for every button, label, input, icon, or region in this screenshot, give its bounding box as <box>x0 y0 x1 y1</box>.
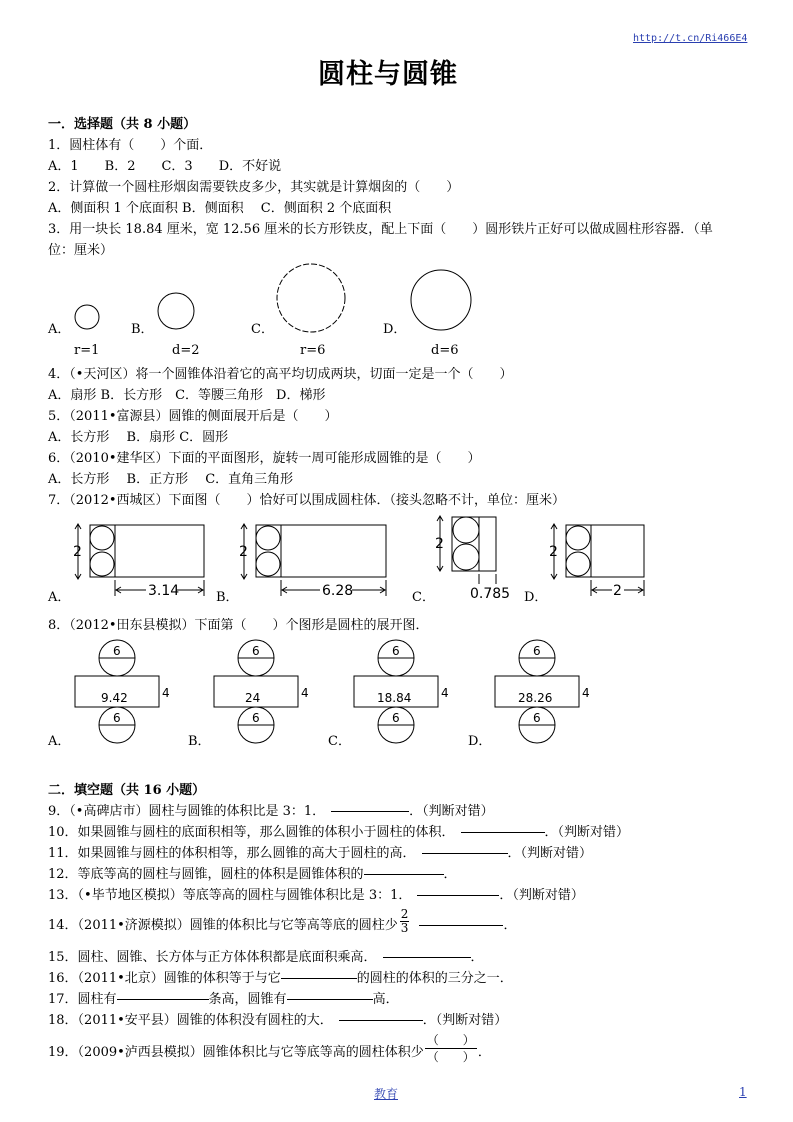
q3-option-d-label: D． <box>383 322 407 337</box>
header-url-link[interactable]: http://t.cn/Ri466E4 <box>633 33 748 44</box>
section-heading-fill: 二．填空题（共 16 小题） <box>48 783 206 798</box>
q7-b-height: 2 <box>239 544 248 560</box>
q11-text: 11．如果圆锥与圆柱的体积相等，那么圆锥的高大于圆柱的高． <box>48 846 416 861</box>
fill-question-19 <box>48 1033 491 1069</box>
q17-text: 17．圆柱有 <box>48 992 117 1007</box>
fill-question-16 <box>48 967 513 986</box>
footer-page-number[interactable]: 1 <box>739 1085 747 1099</box>
q12-suffix: ． <box>443 867 457 882</box>
fill-question-10 <box>48 821 629 840</box>
question-2: 2．计算做一个圆柱形烟囱需要铁皮多少，其实就是计算烟囱的（ ） <box>48 180 460 195</box>
q7-d-width: 2 <box>613 583 622 599</box>
question-7: 7．（2012•西城区）下面图（ ）恰好可以围成圆柱体．（接头忽略不计，单位：厘米） <box>48 493 566 508</box>
q17-mid: 条高，圆锥有 <box>208 992 287 1007</box>
q3-option-d-caption: d=6 <box>431 343 459 358</box>
q9-suffix: ．（判断对错） <box>409 804 494 819</box>
question-2-options: A．侧面积 1 个底面积 B．侧面积 C．侧面积 2 个底面积 <box>48 201 392 216</box>
q10-text: 10．如果圆锥与圆柱的底面积相等，那么圆锥的体积小于圆柱的体积． <box>48 825 455 840</box>
q3-option-d-circle <box>408 267 474 333</box>
q3-option-c-label: C． <box>251 322 274 337</box>
q9-blank[interactable] <box>331 811 409 812</box>
q19-fraction[interactable] <box>425 1032 477 1065</box>
q8-a-height: 4 <box>162 686 170 700</box>
q7-option-b-figure <box>236 520 392 604</box>
q17-suffix: 高． <box>372 992 399 1007</box>
question-4: 4．（•天河区）将一个圆锥体沿着它的高平均切成两块，切面一定是一个（ ） <box>48 367 513 382</box>
q8-a-top-d: 6 <box>113 644 121 658</box>
q19-text: 19．（2009•泸西县模拟）圆锥体积比与它等底等高的圆柱体积少 <box>48 1045 424 1060</box>
footer-center-link[interactable]: 教育 <box>374 1087 399 1101</box>
q8-a-bottom-d: 6 <box>113 711 121 725</box>
q13-suffix: ．（判断对错） <box>499 888 584 903</box>
question-1-options: A．1 B．2 C．3 D．不好说 <box>48 159 282 174</box>
q8-c-bottom-d: 6 <box>392 711 400 725</box>
q7-a-width: 3.14 <box>148 583 180 599</box>
q8-b-bottom-d: 6 <box>252 711 260 725</box>
q8-b-top-d: 6 <box>252 644 260 658</box>
q17-blank-2[interactable] <box>287 999 373 1000</box>
q13-text: 13．（•毕节地区模拟）等底等高的圆柱与圆锥体积比是 3：1． <box>48 888 412 903</box>
q8-b-height: 4 <box>301 686 309 700</box>
q3-option-a-label: A． <box>48 322 71 337</box>
q7-c-width: 0.785 <box>470 586 510 602</box>
q7-b-width: 6.28 <box>322 583 354 599</box>
q14-blank[interactable] <box>419 925 503 926</box>
fill-question-12 <box>48 863 457 882</box>
q7-option-b-label: B． <box>216 590 239 605</box>
q8-option-d-label: D． <box>468 734 492 749</box>
question-8: 8．（2012•田东县模拟）下面第（ ）个图形是圆柱的展开图． <box>48 618 429 633</box>
q12-text: 12．等底等高的圆柱与圆锥，圆柱的体积是圆锥体积的 <box>48 867 364 882</box>
q18-suffix: ．（判断对错） <box>422 1013 508 1028</box>
q15-suffix: ． <box>470 950 484 965</box>
q8-option-a-figure <box>70 638 180 746</box>
q19-frac-num: （ ） <box>426 1033 475 1047</box>
fill-question-13 <box>48 884 584 903</box>
q15-text: 15．圆柱、圆锥、长方体与正方体体积都是底面积乘高． <box>48 950 377 965</box>
q14-frac-num: 2 <box>400 907 409 921</box>
question-6-options: A．长方形 B．正方形 C．直角三角形 <box>48 472 294 487</box>
q14-frac-den: 3 <box>400 921 409 935</box>
q15-blank[interactable] <box>383 957 471 958</box>
question-5-options: A．长方形 B．扇形 C．圆形 <box>48 430 229 445</box>
q8-option-b-figure <box>209 638 319 746</box>
q8-c-length: 18.84 <box>377 691 412 705</box>
q12-blank[interactable] <box>364 874 444 875</box>
q3-option-b-circle <box>155 290 197 332</box>
q3-option-a-circle <box>72 302 102 332</box>
q19-frac-den: （ ） <box>426 1050 475 1064</box>
section-heading-choice: 一．选择题（共 8 小题） <box>48 117 197 132</box>
q8-d-height: 4 <box>582 686 590 700</box>
page-title: 圆柱与圆锥 <box>318 59 458 90</box>
q16-text: 16．（2011•北京）圆锥的体积等于与它 <box>48 971 281 986</box>
fill-question-9 <box>48 800 494 819</box>
q7-option-d-figure <box>546 520 650 604</box>
q13-blank[interactable] <box>417 895 499 896</box>
q8-d-top-d: 6 <box>533 644 541 658</box>
q8-d-bottom-d: 6 <box>533 711 541 725</box>
q14-suffix: ． <box>503 918 517 933</box>
q10-blank[interactable] <box>461 832 545 833</box>
q3-option-c-circle <box>273 260 349 336</box>
q9-text: 9．（•高碑店市）圆柱与圆锥的体积比是 3：1． <box>48 804 326 819</box>
q14-fraction <box>400 908 410 935</box>
fill-question-17 <box>48 988 399 1007</box>
fill-question-14 <box>48 907 517 939</box>
q7-option-c-label: C． <box>412 590 435 605</box>
q8-option-b-label: B． <box>188 734 211 749</box>
q8-option-c-figure <box>349 638 459 746</box>
q7-option-a-figure <box>70 520 210 604</box>
q10-suffix: ．（判断对错） <box>544 825 630 840</box>
fill-question-15 <box>48 946 484 965</box>
question-3-line1: 3．用一块长 18.84 厘米，宽 12.56 厘米的长方形铁皮，配上下面（ ）圆形铁片正好可以做成圆柱形容器．（单 <box>48 222 713 237</box>
q8-option-d-figure <box>490 638 600 746</box>
q7-d-height: 2 <box>549 544 558 560</box>
q8-a-length: 9.42 <box>101 691 128 705</box>
q18-text: 18．（2011•安平县）圆锥的体积没有圆柱的大． <box>48 1013 333 1028</box>
q17-blank-1[interactable] <box>117 999 209 1000</box>
question-4-options: A．扇形 B．长方形 C．等腰三角形 D．梯形 <box>48 388 326 403</box>
q19-suffix: ． <box>477 1045 491 1060</box>
question-6: 6．（2010•建华区）下面的平面图形，旋转一周可能形成圆锥的是（ ） <box>48 451 481 466</box>
q8-b-length: 24 <box>245 691 261 705</box>
q14-text: 14．（2011•济源模拟）圆锥的体积比与它等高等底的圆柱少 <box>48 918 398 933</box>
question-5: 5．（2011•富源县）圆锥的侧面展开后是（ ） <box>48 409 338 424</box>
q3-option-a-caption: r=1 <box>74 343 100 358</box>
q8-option-c-label: C． <box>328 734 351 749</box>
question-3-line2: 位：厘米） <box>48 243 114 258</box>
q8-d-length: 28.26 <box>518 691 553 705</box>
fill-question-11 <box>48 842 592 861</box>
q7-a-height: 2 <box>73 544 82 560</box>
q7-c-height: 2 <box>435 536 444 552</box>
q18-blank[interactable] <box>339 1020 423 1021</box>
q3-option-c-caption: r=6 <box>300 343 326 358</box>
q3-option-b-caption: d=2 <box>172 343 200 358</box>
q3-option-b-label: B． <box>131 322 154 337</box>
q16-suffix: 的圆柱的体积的三分之一． <box>356 971 513 986</box>
q11-suffix: ．（判断对错） <box>507 846 593 861</box>
question-1: 1．圆柱体有（ ）个面． <box>48 138 213 153</box>
q8-c-top-d: 6 <box>392 644 400 658</box>
q16-blank[interactable] <box>281 978 357 979</box>
fill-question-18 <box>48 1009 507 1028</box>
q11-blank[interactable] <box>422 853 508 854</box>
q7-option-d-label: D． <box>524 590 548 605</box>
q7-option-c-figure <box>430 512 510 604</box>
q8-option-a-label: A． <box>48 734 71 749</box>
q8-c-height: 4 <box>441 686 449 700</box>
q7-option-a-label: A． <box>48 590 71 605</box>
